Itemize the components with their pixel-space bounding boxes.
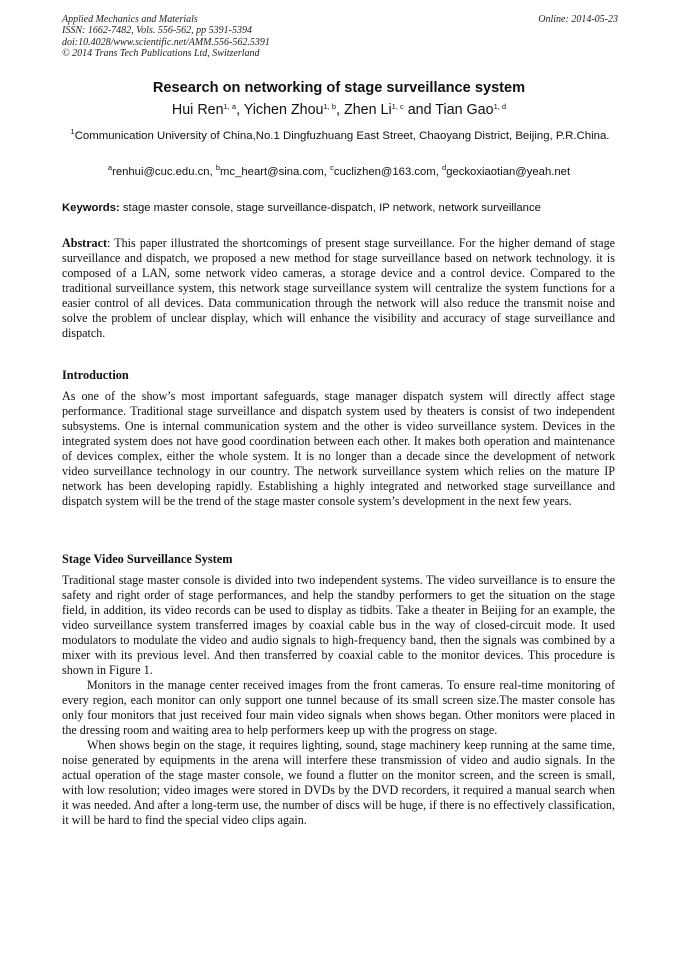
author-list <box>40 102 638 118</box>
author-sup: 1, d <box>493 102 507 111</box>
author-and: and <box>403 102 436 118</box>
author-sup: 1, a <box>223 102 237 111</box>
email-address[interactable]: renhui@cuc.edu.cn <box>112 166 210 178</box>
abstract-text: : This paper illustrated the shortcomings of present stage surveillance. For the higher demand of stage surveillance and dispatch, we proposed a new method for stage surveillance based on network technology. it is composed of a LAN, some network video cameras, a storage device and a control device. Compared to the traditional surveillance system, this network stage surveillance system will centralize the system functions for a easier control of all devices. Data communication through the network will also reduce the transmit noise and solve the problem of unclear display, which will enhance the visibility and accuracy of stage surveillance and dispatch. <box>62 236 615 340</box>
author-name: Zhen Li <box>343 102 392 118</box>
stage-video-section <box>62 573 615 828</box>
email-sup: d <box>442 163 447 172</box>
author-sup: 1, b <box>323 102 337 111</box>
affiliation-sup: 1 <box>70 127 75 136</box>
keywords-text: stage master console, stage surveillance-dispatch, IP network, network surveillance <box>119 202 541 214</box>
email-address[interactable]: geckoxiaotian@yeah.net <box>446 166 571 178</box>
paragraph: Traditional stage master console is divided into two independent systems. The video surveillance is to ensure the safety and right order of stage performances, and help the standby performers to get the situation on the stage field, in addition, its video records can be used to display as tidbits. Take a theater in Beijing for an example, the video surveillance system transferred images by coaxial cable bus in the way of closed-circuit mode. It used modulators to modulate the video and audio signals to high-frequency band, then the signals was combined by a mixer with its previous level. And then transferred by coaxial cable to the monitor devices. This procedure is shown in Figure 1. <box>62 573 615 677</box>
abstract-paragraph <box>62 236 615 341</box>
author-name: Hui Ren <box>171 102 224 118</box>
author-separator: , <box>236 102 244 118</box>
abstract-label: Abstract <box>62 236 108 250</box>
keywords-line <box>62 202 618 214</box>
email-sup: b <box>215 163 221 172</box>
email-sup: a <box>107 163 113 172</box>
affiliation <box>62 129 618 144</box>
introduction-section <box>62 389 615 509</box>
email-address[interactable]: cuclizhen@163.com <box>333 166 436 178</box>
email-sup: c <box>330 163 334 172</box>
section-heading-introduction: Introduction <box>62 368 129 382</box>
abstract <box>62 236 615 341</box>
section-heading-stage-video: Stage Video Surveillance System <box>62 552 233 566</box>
email-separator: , <box>435 166 443 178</box>
copyright-line: © 2014 Trans Tech Publications Ltd, Switzerland <box>62 48 260 60</box>
email-list <box>40 163 638 178</box>
author-name: Yichen Zhou <box>243 102 324 118</box>
email-separator: , <box>209 166 216 178</box>
keywords-label: Keywords: <box>62 202 120 214</box>
author-name: Tian Gao <box>435 102 494 118</box>
doi-line: doi:10.4028/www.scientific.net/AMM.556-562.5391 <box>62 36 270 48</box>
author-sup: 1, c <box>391 102 404 111</box>
paragraph: When shows begin on the stage, it requires lighting, sound, stage machinery keep running at the same time, noise generated by equipments in the arena will interfere these transmission of video and audio signals. In the actual operation of the stage master console, we found a flutter on the monitor screen, and the screen is small, with low resolution; video images were stored in DVDs by the DVD recorders, it required a manual search when it was needed. And after a long-term use, the number of discs will be huge, if there is no effectively classification, it will be hard to find the special video clips again. <box>62 738 615 827</box>
issn-line: ISSN: 1662-7482, Vols. 556-562, pp 5391-5394 <box>62 25 252 37</box>
journal-name: Applied Mechanics and Materials <box>62 14 198 25</box>
paragraph: As one of the show’s most important safeguards, stage manager dispatch system will directly affect stage performance. Traditional stage surveillance and dispatch system used by theaters is consist of two independent subsystems. One is internal communication system and the other is video surveillance system. Devices in the integrated system does not have good coordination between each other. It makes both operation and maintenance of devices complex, either the whole system. It is no longer than a decade since the development of network video surveillance technology in our country. The network surveillance system which relies on the mature IP network has been developing rapidly. Establishing a highly integrated and networked stage surveillance and dispatch system will be the trend of the stage master console system’s development in the next few years. <box>62 389 615 508</box>
author-separator: , <box>336 102 344 118</box>
email-separator: , <box>323 166 331 178</box>
affiliation-text: Communication University of China,No.1 Dingfuzhuang East Street, Chaoyang District, Beijing, P.R.China. <box>74 130 610 142</box>
journal-header <box>62 14 618 60</box>
paper-title: Research on networking of stage surveillance system <box>152 80 526 96</box>
online-date: Online: 2014-05-23 <box>538 14 618 25</box>
paragraph: Monitors in the manage center received images from the front cameras. To ensure real-time monitoring of every region, each monitor can only support one tunnel because of its small screen size.The master console has only four monitors that just received four main video signals when shows began. Other monitors were placed in the dressing room and waiting area to help performers keep up with the progress on stage. <box>62 678 615 737</box>
email-address[interactable]: mc_heart@sina.com <box>220 166 324 178</box>
